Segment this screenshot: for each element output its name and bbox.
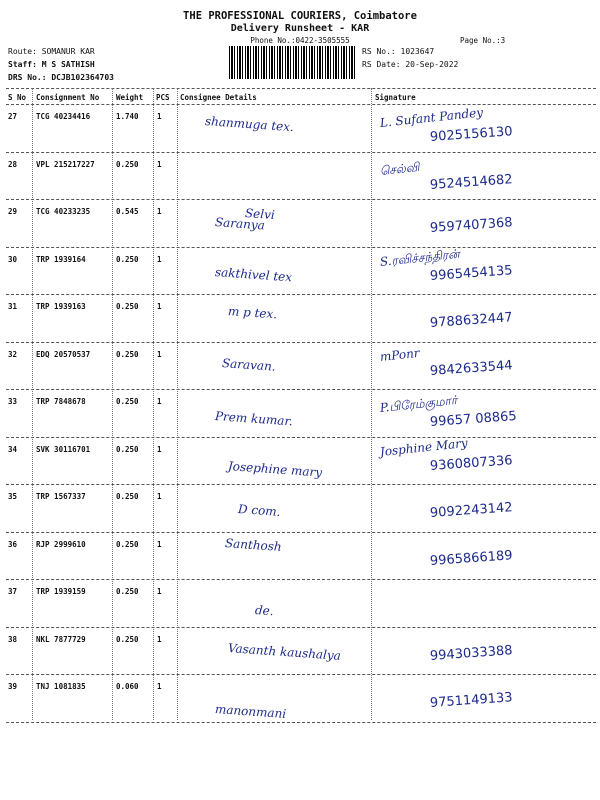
row-signature-phone: 9751149133	[429, 690, 514, 711]
row-sno: 30	[8, 254, 18, 264]
header-rule-top	[6, 88, 596, 89]
row-sno: 29	[8, 207, 18, 216]
row-consignment-no: NKL 7877729	[36, 634, 86, 644]
row-sno: 27	[8, 112, 18, 121]
rs-date: RS Date: 20-Sep-2022	[362, 60, 459, 69]
row-signature-phone: 9965454135	[429, 262, 514, 284]
row-weight: 0.250	[116, 349, 139, 359]
row-consignment-no: TCG 40233235	[36, 207, 91, 216]
row-signature-phone: 9943033388	[429, 642, 514, 664]
row-sno: 33	[8, 397, 18, 406]
row-signature-phone: 9788632447	[429, 310, 514, 331]
row-consignee-handwritten: Josephine mary	[227, 458, 323, 480]
row-consignment-no: TCG 40234416	[36, 112, 91, 121]
row-weight: 0.250	[116, 254, 139, 264]
row-signature-name: L. Sufant Pandey	[379, 105, 484, 130]
row-pcs: 1	[157, 397, 162, 406]
staff-label: Staff: M S SATHISH	[8, 60, 95, 69]
row-signature-phone: 9965866189	[429, 547, 514, 569]
row-weight: 0.250	[116, 397, 139, 406]
row-separator	[6, 199, 596, 200]
row-weight: 0.250	[116, 444, 139, 454]
row-sno: 34	[8, 444, 18, 454]
header-rule-bottom	[6, 104, 596, 105]
row-sno: 32	[8, 349, 18, 359]
row-pcs: 1	[157, 207, 162, 216]
row-signature-phone: 9524514682	[429, 171, 514, 193]
row-pcs: 1	[157, 112, 162, 121]
row-consignment-no: TRP 1939159	[36, 587, 86, 596]
row-sno: 37	[8, 587, 18, 596]
row-weight: 0.250	[116, 159, 139, 169]
row-sno: 38	[8, 634, 18, 644]
row-consignee-handwritten: Saranya	[214, 215, 266, 233]
row-consignment-no: TRP 7848678	[36, 397, 86, 406]
row-separator	[6, 532, 596, 533]
row-signature-phone: 9597407368	[429, 215, 514, 236]
row-weight: 0.250	[116, 634, 139, 644]
company-name: THE PROFESSIONAL COURIERS, Coimbatore	[183, 10, 417, 22]
row-pcs: 1	[157, 159, 162, 169]
row-weight: 0.060	[116, 682, 139, 691]
row-weight: 0.250	[116, 587, 139, 596]
row-signature-name: mPonr	[379, 345, 421, 364]
column-divider	[371, 88, 372, 720]
row-weight: 0.250	[116, 492, 139, 501]
row-consignee-handwritten: Prem kumar.	[214, 409, 294, 429]
row-consignee-handwritten: shanmuga tex.	[204, 114, 295, 135]
row-separator	[6, 247, 596, 248]
row-consignee-handwritten: Vasanth kaushalya	[227, 640, 342, 663]
row-weight: 0.250	[116, 539, 139, 549]
row-consignee-handwritten: D com.	[237, 502, 281, 519]
phone-number: Phone No.:0422-3505555	[250, 36, 350, 45]
col-sno: S No	[8, 93, 27, 102]
row-consignment-no: TRP 1567337	[36, 492, 86, 501]
row-signature-name: Josphine Mary	[379, 435, 469, 459]
row-consignment-no: TRP 1939164	[36, 254, 86, 264]
row-separator	[6, 152, 596, 153]
row-consignment-no: RJP 2999610	[36, 539, 86, 549]
row-pcs: 1	[157, 539, 162, 549]
row-weight: 0.250	[116, 302, 139, 311]
row-separator	[6, 294, 596, 295]
row-pcs: 1	[157, 492, 162, 501]
row-pcs: 1	[157, 349, 162, 359]
row-consignee-handwritten: manonmani	[214, 702, 287, 721]
row-consignee-handwritten: Saravan.	[221, 355, 277, 374]
page-number: Page No.:3	[460, 36, 506, 45]
col-weight: Weight	[116, 93, 144, 102]
row-signature-name: செல்வி	[379, 159, 421, 178]
row-consignment-no: TNJ 1081835	[36, 682, 86, 691]
row-sno: 35	[8, 492, 18, 501]
row-consignment-no: TRP 1939163	[36, 302, 86, 311]
row-separator	[6, 342, 596, 343]
row-signature-phone: 9025156130	[429, 124, 514, 145]
row-weight: 0.545	[116, 207, 139, 216]
row-pcs: 1	[157, 254, 162, 264]
row-signature-name: S.ரவிச்சந்திரன்	[379, 246, 461, 269]
row-separator	[6, 389, 596, 390]
row-pcs: 1	[157, 444, 162, 454]
row-consignment-no: EDQ 20570537	[36, 349, 91, 359]
row-separator	[6, 484, 596, 485]
rs-number: RS No.: 1023647	[362, 47, 435, 56]
col-pcs: PCS	[156, 93, 170, 102]
row-separator	[6, 674, 596, 675]
row-signature-phone: 9092243142	[429, 500, 514, 521]
row-sno: 39	[8, 682, 18, 691]
document-title: Delivery Runsheet - KAR	[230, 23, 370, 34]
row-pcs: 1	[157, 587, 162, 596]
row-signature-name: P.பிரேம்குமார்	[379, 392, 458, 415]
row-separator	[6, 627, 596, 628]
row-consignee-handwritten: Santhosh	[224, 535, 283, 554]
row-consignee-handwritten: m p tex.	[227, 304, 278, 322]
row-sno: 36	[8, 539, 18, 549]
row-separator	[6, 437, 596, 438]
column-divider	[177, 88, 178, 720]
row-signature-phone: 99657 08865	[429, 408, 518, 430]
row-sno: 28	[8, 159, 18, 169]
column-divider	[112, 88, 113, 720]
column-divider	[32, 88, 33, 720]
row-weight: 1.740	[116, 112, 139, 121]
row-pcs: 1	[157, 682, 162, 691]
col-consignee-details: Consignee Details	[180, 93, 257, 102]
row-consignee-handwritten: de.	[254, 603, 275, 619]
drs-number: DRS No.: DCJB102364703	[8, 73, 114, 82]
row-pcs: 1	[157, 634, 162, 644]
column-divider	[153, 88, 154, 720]
row-separator	[6, 579, 596, 580]
row-pcs: 1	[157, 302, 162, 311]
row-sno: 31	[8, 302, 18, 311]
col-signature: Signature	[375, 93, 416, 102]
row-separator	[6, 722, 596, 723]
row-signature-phone: 9842633544	[429, 357, 514, 379]
col-consignment: Consignment No	[36, 93, 100, 102]
row-consignment-no: VPL 215217227	[36, 159, 95, 169]
row-signature-phone: 9360807336	[429, 452, 514, 474]
row-consignee-handwritten: sakthivel tex	[214, 264, 293, 284]
row-consignment-no: SVK 30116701	[36, 444, 91, 454]
barcode-image	[229, 46, 356, 79]
route-label: Route: SOMANUR KAR	[8, 47, 95, 56]
row-consignee-handwritten: Selvi	[244, 205, 276, 222]
